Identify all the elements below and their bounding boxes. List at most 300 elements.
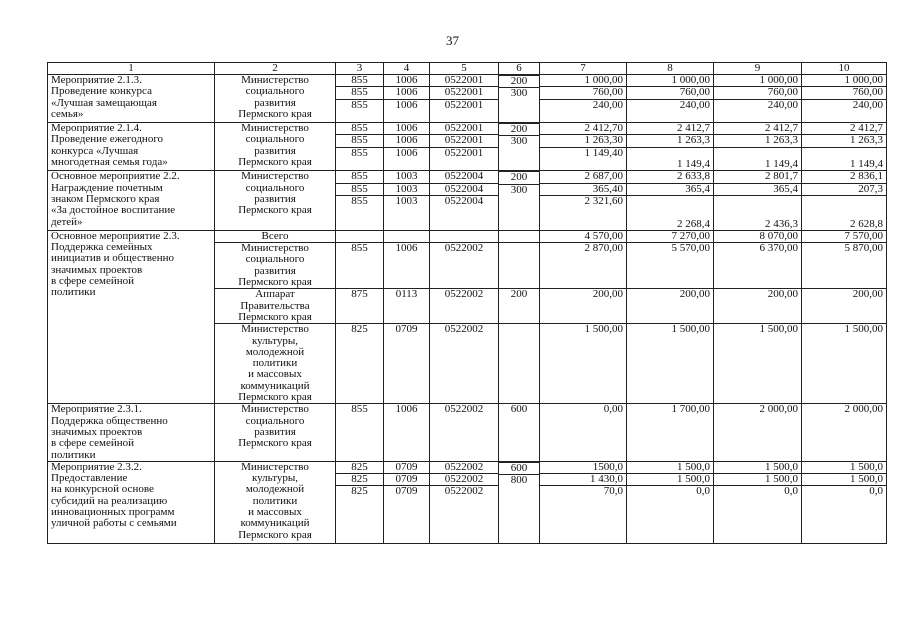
amount-cell: 200,00 bbox=[802, 289, 887, 324]
code-cell: 1006 bbox=[384, 243, 430, 289]
organization-cell bbox=[215, 289, 336, 324]
amount-line: 2 687,00 bbox=[540, 171, 626, 183]
code-cell bbox=[336, 171, 384, 230]
code-line: 0522002 bbox=[430, 462, 498, 474]
code-cell bbox=[336, 75, 384, 123]
blank-line bbox=[433, 111, 495, 122]
blank-line bbox=[805, 532, 883, 543]
amount-line: 2 836,1 bbox=[802, 171, 886, 183]
organization-line: молодежной bbox=[245, 345, 305, 358]
amount-cell: 5 570,00 bbox=[627, 243, 714, 289]
page-number: 37 bbox=[446, 33, 459, 48]
amount-cell bbox=[802, 123, 887, 171]
code-line: 855 bbox=[336, 171, 383, 183]
organization-line: Министерство bbox=[241, 323, 309, 336]
amount-line: 1 263,3 bbox=[714, 135, 801, 147]
code-line: 855 bbox=[351, 146, 368, 159]
blank-line bbox=[717, 196, 798, 207]
code-line: 200 bbox=[499, 124, 539, 136]
amount-cell bbox=[714, 75, 802, 123]
amount-cell: 200,00 bbox=[540, 289, 627, 324]
code-cell: 0522002 bbox=[430, 243, 499, 289]
activity-name-cell bbox=[48, 461, 215, 543]
code-cell bbox=[384, 75, 430, 123]
code-cell bbox=[430, 461, 499, 543]
amount-cell: 1 500,00 bbox=[802, 324, 887, 404]
code-line: 0709 bbox=[384, 474, 429, 486]
blank-line bbox=[630, 498, 710, 509]
total-label-cell: Всего bbox=[215, 230, 336, 242]
amount-line: 1 149,4 bbox=[765, 158, 798, 171]
amount-cell: 1 500,00 bbox=[714, 324, 802, 404]
code-cell bbox=[499, 461, 540, 543]
code-line: 0522004 bbox=[430, 184, 498, 196]
blank-line bbox=[387, 509, 426, 520]
activity-name-line: конкурса «Лучшая bbox=[51, 144, 139, 157]
blank-line bbox=[433, 498, 495, 509]
amount-line: 1 000,00 bbox=[540, 75, 626, 87]
code-cell: 855 bbox=[336, 404, 384, 461]
blank-line bbox=[543, 111, 623, 122]
amount-line: 1 149,4 bbox=[850, 158, 883, 171]
code-cell: 200 bbox=[499, 289, 540, 324]
activity-name-line: субсидий на реализацию bbox=[51, 494, 168, 507]
activity-name-line: Основное мероприятие 2.3. bbox=[51, 230, 180, 242]
code-line: 855 bbox=[336, 87, 383, 99]
activity-name-line: инновационных программ bbox=[51, 505, 175, 518]
amount-line: 1 500,0 bbox=[627, 462, 713, 474]
organization-line: социального bbox=[245, 181, 305, 194]
organization-line: политики bbox=[252, 494, 298, 507]
organization-cell bbox=[215, 324, 336, 404]
amount-line: 365,4 bbox=[627, 184, 713, 196]
amount-cell: 2 870,00 bbox=[540, 243, 627, 289]
activity-name-line: в сфере семейной bbox=[51, 275, 135, 288]
amount-line: 0,0 bbox=[696, 485, 710, 498]
code-line: 1006 bbox=[384, 87, 429, 99]
code-cell bbox=[384, 230, 430, 242]
amount-cell: 2 000,00 bbox=[802, 404, 887, 461]
blank-line bbox=[339, 520, 380, 531]
table-row bbox=[48, 404, 887, 461]
code-cell bbox=[430, 123, 499, 171]
header-cell: 4 bbox=[384, 63, 430, 75]
activity-name-line: Предоставление bbox=[51, 472, 128, 485]
code-cell bbox=[499, 123, 540, 171]
code-cell: 875 bbox=[336, 289, 384, 324]
amount-line: 1 263,3 bbox=[802, 135, 886, 147]
blank-line bbox=[502, 148, 536, 159]
amount-line: 1 500,0 bbox=[802, 462, 886, 474]
activity-name-line: Мероприятие 2.1.3. bbox=[51, 74, 142, 86]
activity-name-line: на конкурсной основе bbox=[51, 483, 154, 496]
blank-line bbox=[433, 207, 495, 218]
blank-line bbox=[717, 532, 798, 543]
code-line: 0522001 bbox=[430, 135, 498, 147]
code-cell bbox=[336, 461, 384, 543]
code-cell: 855 bbox=[336, 243, 384, 289]
code-line: 855 bbox=[336, 135, 383, 147]
organization-line: коммуникаций bbox=[240, 517, 310, 530]
budget-table bbox=[47, 62, 887, 544]
activity-name-line: значимых проектов bbox=[51, 263, 143, 276]
amount-cell: 7 270,00 bbox=[627, 230, 714, 242]
blank-line bbox=[630, 207, 710, 218]
amount-cell: 8 070,00 bbox=[714, 230, 802, 242]
code-line: 1003 bbox=[384, 171, 429, 183]
amount-line: 240,00 bbox=[767, 98, 798, 111]
amount-line: 1 500,0 bbox=[714, 462, 801, 474]
table-row bbox=[48, 123, 887, 171]
blank-line bbox=[717, 498, 798, 509]
activity-name-line: политики bbox=[51, 286, 96, 299]
amount-line: 2 628,8 bbox=[850, 217, 883, 230]
blank-line bbox=[543, 219, 623, 230]
activity-name-line: Проведение конкурса bbox=[51, 85, 152, 98]
activity-name-cell bbox=[48, 75, 215, 123]
amount-line: 1 263,3 bbox=[627, 135, 713, 147]
header-cell: 5 bbox=[430, 63, 499, 75]
blank-line bbox=[387, 532, 426, 543]
activity-name-line: политики bbox=[51, 448, 96, 461]
amount-line: 760,00 bbox=[627, 87, 713, 99]
amount-line: 240,00 bbox=[679, 98, 710, 111]
code-line: 0522004 bbox=[430, 171, 498, 183]
amount-line: 2 412,7 bbox=[714, 123, 801, 135]
amount-line: 2 412,7 bbox=[802, 123, 886, 135]
code-cell: 0522002 bbox=[430, 404, 499, 461]
blank-line bbox=[339, 207, 380, 218]
organization-line: развития bbox=[254, 96, 296, 109]
organization-line: развития bbox=[254, 192, 296, 205]
code-cell bbox=[499, 243, 540, 289]
code-line: 825 bbox=[351, 485, 368, 498]
amount-line: 1500,0 bbox=[540, 462, 626, 474]
code-line: 0522004 bbox=[444, 194, 484, 207]
code-line: 1006 bbox=[384, 75, 429, 87]
amount-line: 70,0 bbox=[603, 485, 623, 498]
code-line: 825 bbox=[336, 462, 383, 474]
blank-line bbox=[543, 532, 623, 543]
code-cell: 0709 bbox=[384, 324, 430, 404]
code-line: 0522001 bbox=[430, 123, 498, 135]
code-cell bbox=[430, 75, 499, 123]
activity-name-line: инициатив и общественно bbox=[51, 252, 175, 265]
activity-name-line: Мероприятие 2.3.1. bbox=[51, 403, 142, 416]
blank-line bbox=[387, 219, 426, 230]
amount-line: 1 263,30 bbox=[540, 135, 626, 147]
organization-line: Пермского края bbox=[238, 107, 312, 120]
organization-line: Пермского края bbox=[238, 437, 312, 450]
amount-cell bbox=[540, 75, 627, 123]
header-cell: 10 bbox=[802, 63, 887, 75]
code-line: 0522001 bbox=[430, 87, 498, 99]
code-line: 825 bbox=[336, 474, 383, 486]
blank-line bbox=[805, 111, 883, 122]
blank-line bbox=[387, 498, 426, 509]
code-line: 0522001 bbox=[430, 75, 498, 87]
blank-line bbox=[502, 207, 536, 218]
activity-name-cell bbox=[48, 171, 215, 230]
activity-name-line: семья» bbox=[51, 107, 84, 120]
amount-line: 760,00 bbox=[714, 87, 801, 99]
code-line: 0522001 bbox=[444, 98, 484, 111]
blank-line bbox=[543, 159, 623, 170]
amount-cell bbox=[540, 171, 627, 230]
code-line: 855 bbox=[351, 194, 368, 207]
code-cell bbox=[384, 171, 430, 230]
organization-line: Пермского края bbox=[238, 204, 312, 217]
blank-line bbox=[387, 111, 426, 122]
amount-line: 1 000,00 bbox=[802, 75, 886, 87]
activity-name-line: Награждение почетным bbox=[51, 181, 163, 194]
code-cell: 600 bbox=[499, 404, 540, 461]
organization-line: социального bbox=[245, 414, 305, 427]
amount-line: 1 430,0 bbox=[540, 474, 626, 486]
blank-line bbox=[339, 219, 380, 230]
code-cell bbox=[499, 230, 540, 242]
code-cell: 0522002 bbox=[430, 324, 499, 404]
amount-cell bbox=[802, 461, 887, 543]
code-line: 0709 bbox=[384, 462, 429, 474]
activity-name-cell bbox=[48, 123, 215, 171]
amount-line: 2 321,60 bbox=[584, 194, 623, 207]
amount-cell bbox=[802, 171, 887, 230]
amount-line: 1 000,00 bbox=[627, 75, 713, 87]
amount-line: 365,40 bbox=[540, 184, 626, 196]
amount-cell: 1 500,00 bbox=[627, 324, 714, 404]
blank-line bbox=[717, 207, 798, 218]
blank-line bbox=[502, 100, 536, 111]
amount-cell: 1 700,00 bbox=[627, 404, 714, 461]
organization-line: развития bbox=[254, 425, 296, 438]
organization-line: Министерство bbox=[241, 74, 309, 86]
code-cell: 1006 bbox=[384, 404, 430, 461]
amount-cell bbox=[540, 123, 627, 171]
code-line: 0522002 bbox=[430, 474, 498, 486]
organization-line: Министерство bbox=[241, 461, 309, 473]
activity-name-line: Основное мероприятие 2.2. bbox=[51, 170, 180, 183]
code-cell bbox=[499, 75, 540, 123]
activity-name-line: «Лучшая замещающая bbox=[51, 96, 157, 109]
blank-line bbox=[805, 509, 883, 520]
table-row bbox=[48, 171, 887, 230]
blank-line bbox=[339, 111, 380, 122]
header-cell: 8 bbox=[627, 63, 714, 75]
blank-line bbox=[717, 520, 798, 531]
activity-name-line: в сфере семейной bbox=[51, 437, 135, 450]
code-line: 1006 bbox=[384, 123, 429, 135]
code-line: 0522002 bbox=[444, 485, 484, 498]
organization-line: Пермского края bbox=[238, 391, 312, 404]
amount-cell: 1 500,00 bbox=[540, 324, 627, 404]
organization-cell bbox=[215, 404, 336, 461]
table-row bbox=[48, 461, 887, 543]
amount-cell bbox=[627, 461, 714, 543]
code-line: 0522001 bbox=[444, 146, 484, 159]
blank-line bbox=[543, 520, 623, 531]
blank-line bbox=[433, 520, 495, 531]
amount-line: 2 412,7 bbox=[627, 123, 713, 135]
blank-line bbox=[502, 196, 536, 207]
header-cell: 9 bbox=[714, 63, 802, 75]
table-row bbox=[48, 75, 887, 123]
code-cell bbox=[384, 123, 430, 171]
organization-line: Пермского края bbox=[238, 310, 312, 323]
amount-line: 1 000,00 bbox=[714, 75, 801, 87]
organization-cell bbox=[215, 171, 336, 230]
blank-line bbox=[387, 159, 426, 170]
amount-cell bbox=[714, 123, 802, 171]
amount-line: 2 436,3 bbox=[765, 217, 798, 230]
organization-line: развития bbox=[254, 144, 296, 157]
blank-line bbox=[339, 159, 380, 170]
organization-line: развития bbox=[254, 264, 296, 277]
activity-name-line: уличной работы с семьями bbox=[51, 517, 177, 530]
amount-cell: 0,00 bbox=[540, 404, 627, 461]
amount-line: 0,0 bbox=[784, 485, 798, 498]
organization-line: и массовых bbox=[248, 505, 302, 518]
organization-line: и массовых bbox=[248, 368, 302, 381]
blank-line bbox=[433, 509, 495, 520]
code-cell bbox=[430, 230, 499, 242]
amount-cell bbox=[627, 171, 714, 230]
organization-line: культуры, bbox=[251, 334, 299, 347]
code-cell bbox=[384, 461, 430, 543]
blank-line bbox=[543, 207, 623, 218]
amount-cell bbox=[714, 461, 802, 543]
amount-line: 760,00 bbox=[802, 87, 886, 99]
amount-cell: 4 570,00 bbox=[540, 230, 627, 242]
activity-name-line: «За достойное воспитание bbox=[51, 204, 176, 217]
amount-line: 1 500,0 bbox=[627, 474, 713, 486]
organization-line: социального bbox=[245, 253, 305, 266]
organization-cell bbox=[215, 461, 336, 543]
organization-line: Пермского края bbox=[238, 528, 312, 541]
blank-line bbox=[805, 196, 883, 207]
blank-line bbox=[805, 207, 883, 218]
code-line: 200 bbox=[499, 172, 539, 184]
organization-cell bbox=[215, 123, 336, 171]
organization-line: политики bbox=[252, 357, 298, 370]
organization-cell bbox=[215, 75, 336, 123]
organization-line: молодежной bbox=[245, 483, 305, 496]
code-line: 1006 bbox=[384, 135, 429, 147]
amount-cell: 2 000,00 bbox=[714, 404, 802, 461]
amount-line: 207,3 bbox=[802, 184, 886, 196]
amount-line: 2 268,4 bbox=[677, 217, 710, 230]
code-line: 1003 bbox=[395, 194, 418, 207]
header-cell: 7 bbox=[540, 63, 627, 75]
blank-line bbox=[630, 532, 710, 543]
amount-cell: 7 570,00 bbox=[802, 230, 887, 242]
code-line: 0709 bbox=[395, 485, 418, 498]
code-line: 300 bbox=[510, 87, 528, 100]
code-cell: 0522002 bbox=[430, 289, 499, 324]
code-cell bbox=[336, 123, 384, 171]
blank-line bbox=[805, 498, 883, 509]
header-cell: 3 bbox=[336, 63, 384, 75]
code-line: 855 bbox=[336, 184, 383, 196]
amount-cell bbox=[802, 75, 887, 123]
activity-name-line: многодетная семья года» bbox=[51, 156, 168, 169]
amount-cell: 6 370,00 bbox=[714, 243, 802, 289]
blank-line bbox=[433, 532, 495, 543]
code-line: 855 bbox=[336, 123, 383, 135]
blank-line bbox=[502, 509, 536, 520]
code-line: 600 bbox=[499, 463, 539, 475]
blank-line bbox=[387, 207, 426, 218]
blank-line bbox=[805, 520, 883, 531]
organization-line: Министерство bbox=[241, 242, 309, 255]
activity-name-line: Мероприятие 2.1.4. bbox=[51, 122, 142, 135]
amount-cell bbox=[714, 171, 802, 230]
code-line: 300 bbox=[510, 135, 528, 148]
organization-line: социального bbox=[245, 133, 305, 146]
blank-line bbox=[339, 509, 380, 520]
organization-line: Министерство bbox=[241, 403, 309, 416]
organization-line: Правительства bbox=[240, 299, 310, 312]
amount-line: 240,00 bbox=[592, 98, 623, 111]
organization-cell bbox=[215, 243, 336, 289]
amount-line: 2 801,7 bbox=[714, 171, 801, 183]
activity-name-line: значимых проектов bbox=[51, 425, 143, 438]
amount-line: 2 633,8 bbox=[627, 171, 713, 183]
amount-cell: 200,00 bbox=[714, 289, 802, 324]
code-line: 1006 bbox=[395, 98, 418, 111]
blank-line bbox=[502, 520, 536, 531]
blank-line bbox=[717, 509, 798, 520]
table-row bbox=[48, 230, 887, 242]
organization-line: Пермского края bbox=[238, 276, 312, 289]
activity-name-line: Поддержка семейных bbox=[51, 241, 153, 254]
activity-name-line: Поддержка общественно bbox=[51, 414, 168, 427]
blank-line bbox=[339, 532, 380, 543]
activity-name-line: знаком Пермского края bbox=[51, 192, 160, 205]
blank-line bbox=[630, 509, 710, 520]
code-cell: 0113 bbox=[384, 289, 430, 324]
activity-name-cell bbox=[48, 404, 215, 461]
blank-line bbox=[502, 498, 536, 509]
amount-line: 0,0 bbox=[869, 485, 883, 498]
code-line: 800 bbox=[510, 474, 528, 487]
code-cell bbox=[336, 230, 384, 242]
header-cell: 6 bbox=[499, 63, 540, 75]
blank-line bbox=[630, 196, 710, 207]
organization-line: культуры, bbox=[251, 472, 299, 485]
blank-line bbox=[630, 111, 710, 122]
blank-line bbox=[502, 486, 536, 497]
amount-line: 1 500,0 bbox=[714, 474, 801, 486]
code-line: 300 bbox=[510, 183, 528, 196]
code-line: 1006 bbox=[395, 146, 418, 159]
amount-cell bbox=[540, 461, 627, 543]
blank-line bbox=[387, 520, 426, 531]
table-body bbox=[48, 63, 887, 544]
amount-line: 2 412,70 bbox=[540, 123, 626, 135]
code-line: 855 bbox=[351, 98, 368, 111]
blank-line bbox=[543, 509, 623, 520]
amount-line: 240,00 bbox=[852, 98, 883, 111]
code-line: 200 bbox=[499, 76, 539, 88]
code-cell bbox=[430, 171, 499, 230]
activity-name-line: Мероприятие 2.3.2. bbox=[51, 461, 142, 473]
blank-line bbox=[433, 159, 495, 170]
blank-line bbox=[543, 498, 623, 509]
amount-cell: 200,00 bbox=[627, 289, 714, 324]
code-line: 1003 bbox=[384, 184, 429, 196]
activity-name-line: Проведение ежегодного bbox=[51, 133, 164, 146]
